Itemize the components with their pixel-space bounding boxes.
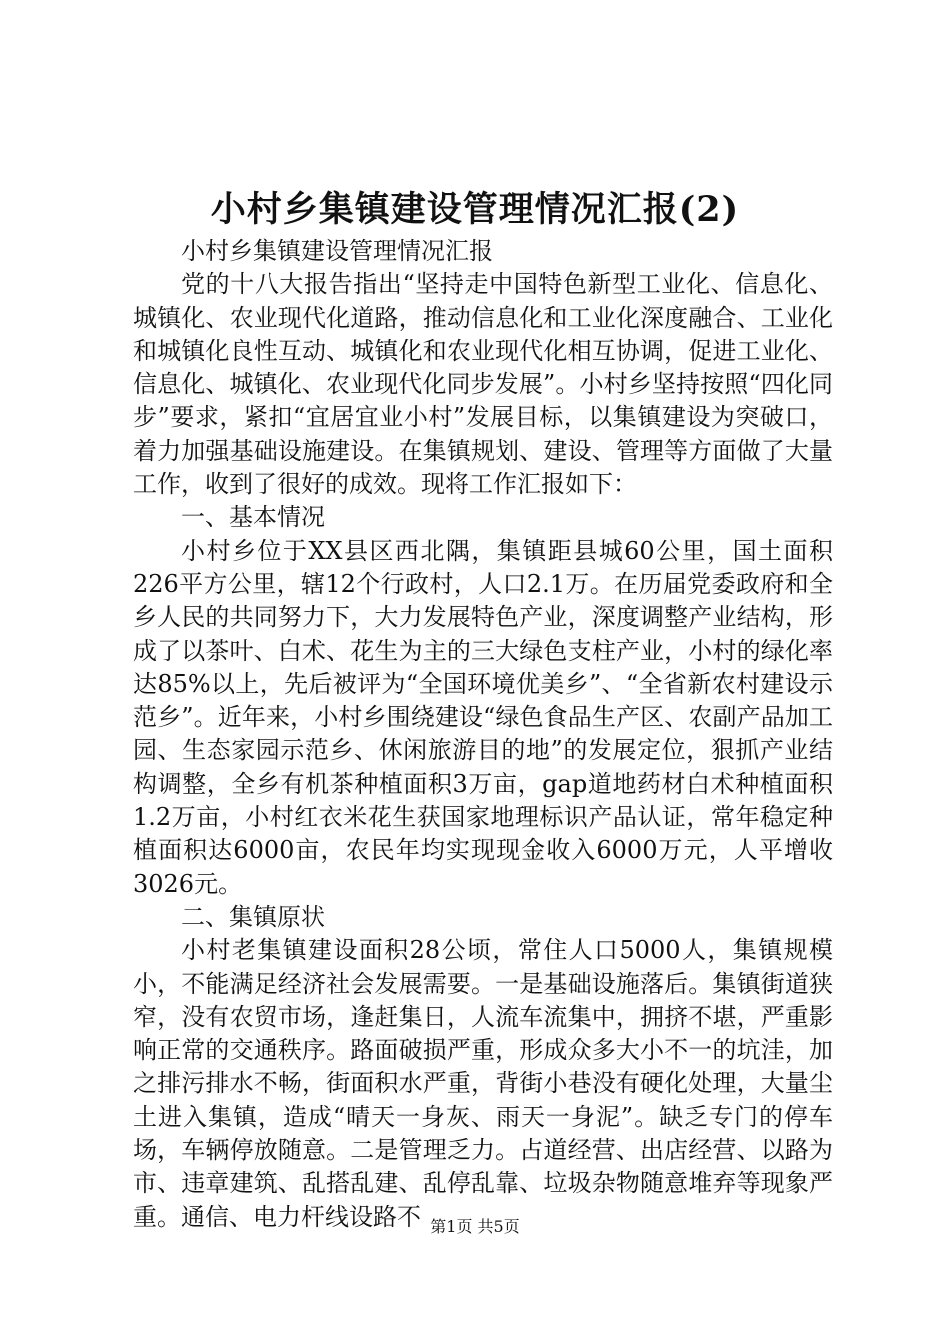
document-title: 小村乡集镇建设管理情况汇报(2) [210, 189, 740, 230]
document-body [133, 235, 833, 1234]
paragraph-subtitle: 小村乡集镇建设管理情况汇报 [181, 237, 493, 265]
section-heading-basic-situation: 一、基本情况 [181, 503, 325, 532]
paragraph-town-status: 小村老集镇建设面积28公顷，常住人口5000人，集镇规模小，不能满足经济社会发展需要。一是基础设施落后。集镇街道狭窄，没有农贸市场，逢赶集日，人流车流集中，拥挤不堪，严重影响正常的交通秩序。路面破损严重，形成众多大小不一的坑洼，加之排污排水不畅，街面积水严重，背街小巷没有硬化处理，大量尘土进入集镇，造成“晴天一身灰、雨天一身泥”。缺乏专门的停车场，车辆停放随意。二是管理乏力。占道经营、出店经营、以路为市、违章建筑、乱搭乱建、乱停乱靠、垃圾杂物随意堆弃等现象严重。通信、电力杆线设路不 [133, 936, 833, 1231]
paragraph-intro: 党的十八大报告指出“坚持走中国特色新型工业化、信息化、城镇化、农业现代化道路，推动信息化和工业化深度融合、工业化和城镇化良性互动、城镇化和农业现代化相互协调，促进工业化、信息化、城镇化、农业现代化同步发展”。小村乡坚持按照“四化同步”要求，紧扣“宜居宜业小村”发展目标，以集镇建设为突破口，着力加强基础设施建设。在集镇规划、建设、管理等方面做了大量工作，收到了很好的成效。现将工作汇报如下： [133, 270, 833, 499]
section-heading-town-status: 二、集镇原状 [181, 902, 325, 931]
page-footer: 第1页 共5页 [430, 1217, 520, 1236]
paragraph-basic-situation: 小村乡位于XX县区西北隅，集镇距县城60公里，国土面积226平方公里，辖12个行政村，人口2.1万。在历届党委政府和全乡人民的共同努力下，大力发展特色产业，深度调整产业结构，形成了以茶叶、白术、花生为主的三大绿色支柱产业，小村的绿化率达85%以上，先后被评为“全国环境优美乡”、“全省新农村建设示范乡”。近年来，小村乡围绕建设“绿色食品生产区、农副产品加工园、生态家园示范乡、休闲旅游目的地”的发展定位，狠抓产业结构调整，全乡有机茶种植面积3万亩，gap道地药材白术种植面积1.2万亩，小村红衣米花生获国家地理标识产品认证，常年稳定种植面积达6000亩，农民年均实现现金收入6000万元，人平增收3026元。 [133, 536, 833, 898]
